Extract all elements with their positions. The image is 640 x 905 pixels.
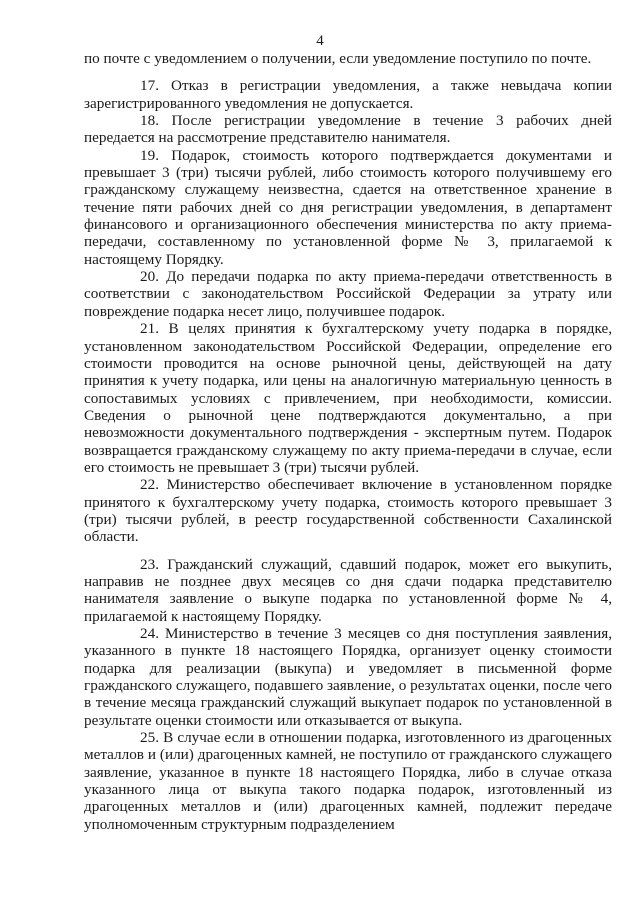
paragraph-18: 18. После регистрации уведомление в течение 3 рабочих дней передается на рассмотрение представителю нанимателя.: [84, 112, 612, 147]
paragraph-19: 19. Подарок, стоимость которого подтверждается документами и превышает 3 (три) тысячи рублей, либо стоимость которого получившему его гражданскому служащему неизвестна, сдается на ответственное хранение в течение пяти рабочих дней со дня регистрации уведомления, в департамент финансового и организационного обеспечения министерства по акту приема-передачи, составленному по установленной форме № 3, прилагаемой к настоящему Порядку.: [84, 146, 612, 268]
paragraph-23: 23. Гражданский служащий, сдавший подарок, может его выкупить, направив не позднее двух месяцев со дня сдачи подарка представителю нанимателя заявление о выкупе подарка по установленной форме № 4, прилагаемой к настоящему Порядку.: [84, 555, 612, 625]
paragraph-17: 17. Отказ в регистрации уведомления, а также невыдача копии зарегистрированного уведомления не допускается.: [84, 77, 612, 112]
paragraph-24: 24. Министерство в течение 3 месяцев со дня поступления заявления, указанного в пункте 18 настоящего Порядка, организует оценку стоимости подарка для реализации (выкупа) и уведомляет в письменной форме гражданского служащего, подавшего заявление, о результатах оценки, после чего в течение месяца гражданский служащий выкупает подарок по установленной в результате оценки стоимости или отказывается от выкупа.: [84, 625, 612, 729]
paragraph-continuation: по почте с уведомлением о получении, если уведомление поступило по почте.: [84, 50, 592, 67]
page-number: 4: [316, 33, 324, 49]
paragraph-21: 21. В целях принятия к бухгалтерскому учету подарка в порядке, установленном законодательством Российской Федерации, определение его стоимости проводится на основе рыночной цены, действующей на дату принятия к учету подарка, или цены на аналогичную материальную ценность в сопоставимых условиях с привлечением, при необходимости, комиссии. Сведения о рыночной цене подтверждаются документально, а при невозможности документального подтверждения - экспертным путем. Подарок возвращается гражданскому служащему по акту приема-передачи в случае, если его стоимость не превышает 3 (три) тысячи рублей.: [84, 320, 612, 476]
document-body: [84, 50, 612, 833]
paragraph-22: 22. Министерство обеспечивает включение в установленном порядке принятого к бухгалтерскому учету подарка, стоимость которого превышает 3 (три) тысячи рублей, в реестр государственной собственности Сахалинской области.: [84, 476, 612, 546]
paragraph-20: 20. До передачи подарка по акту приема-передачи ответственность в соответствии с законодательством Российской Федерации за утрату или повреждение подарка несет лицо, получившее подарок.: [84, 268, 612, 320]
paragraph-25: 25. В случае если в отношении подарка, изготовленного из драгоценных металлов и (или) драгоценных камней, не поступило от гражданского служащего заявление, указанное в пункте 18 настоящего Порядка, либо в случае отказа указанного лица от выкупа такого подарка подарок, изготовленный из драгоценных металлов и (или) драгоценных камней, подлежит передаче уполномоченным структурным подразделением: [84, 729, 612, 833]
